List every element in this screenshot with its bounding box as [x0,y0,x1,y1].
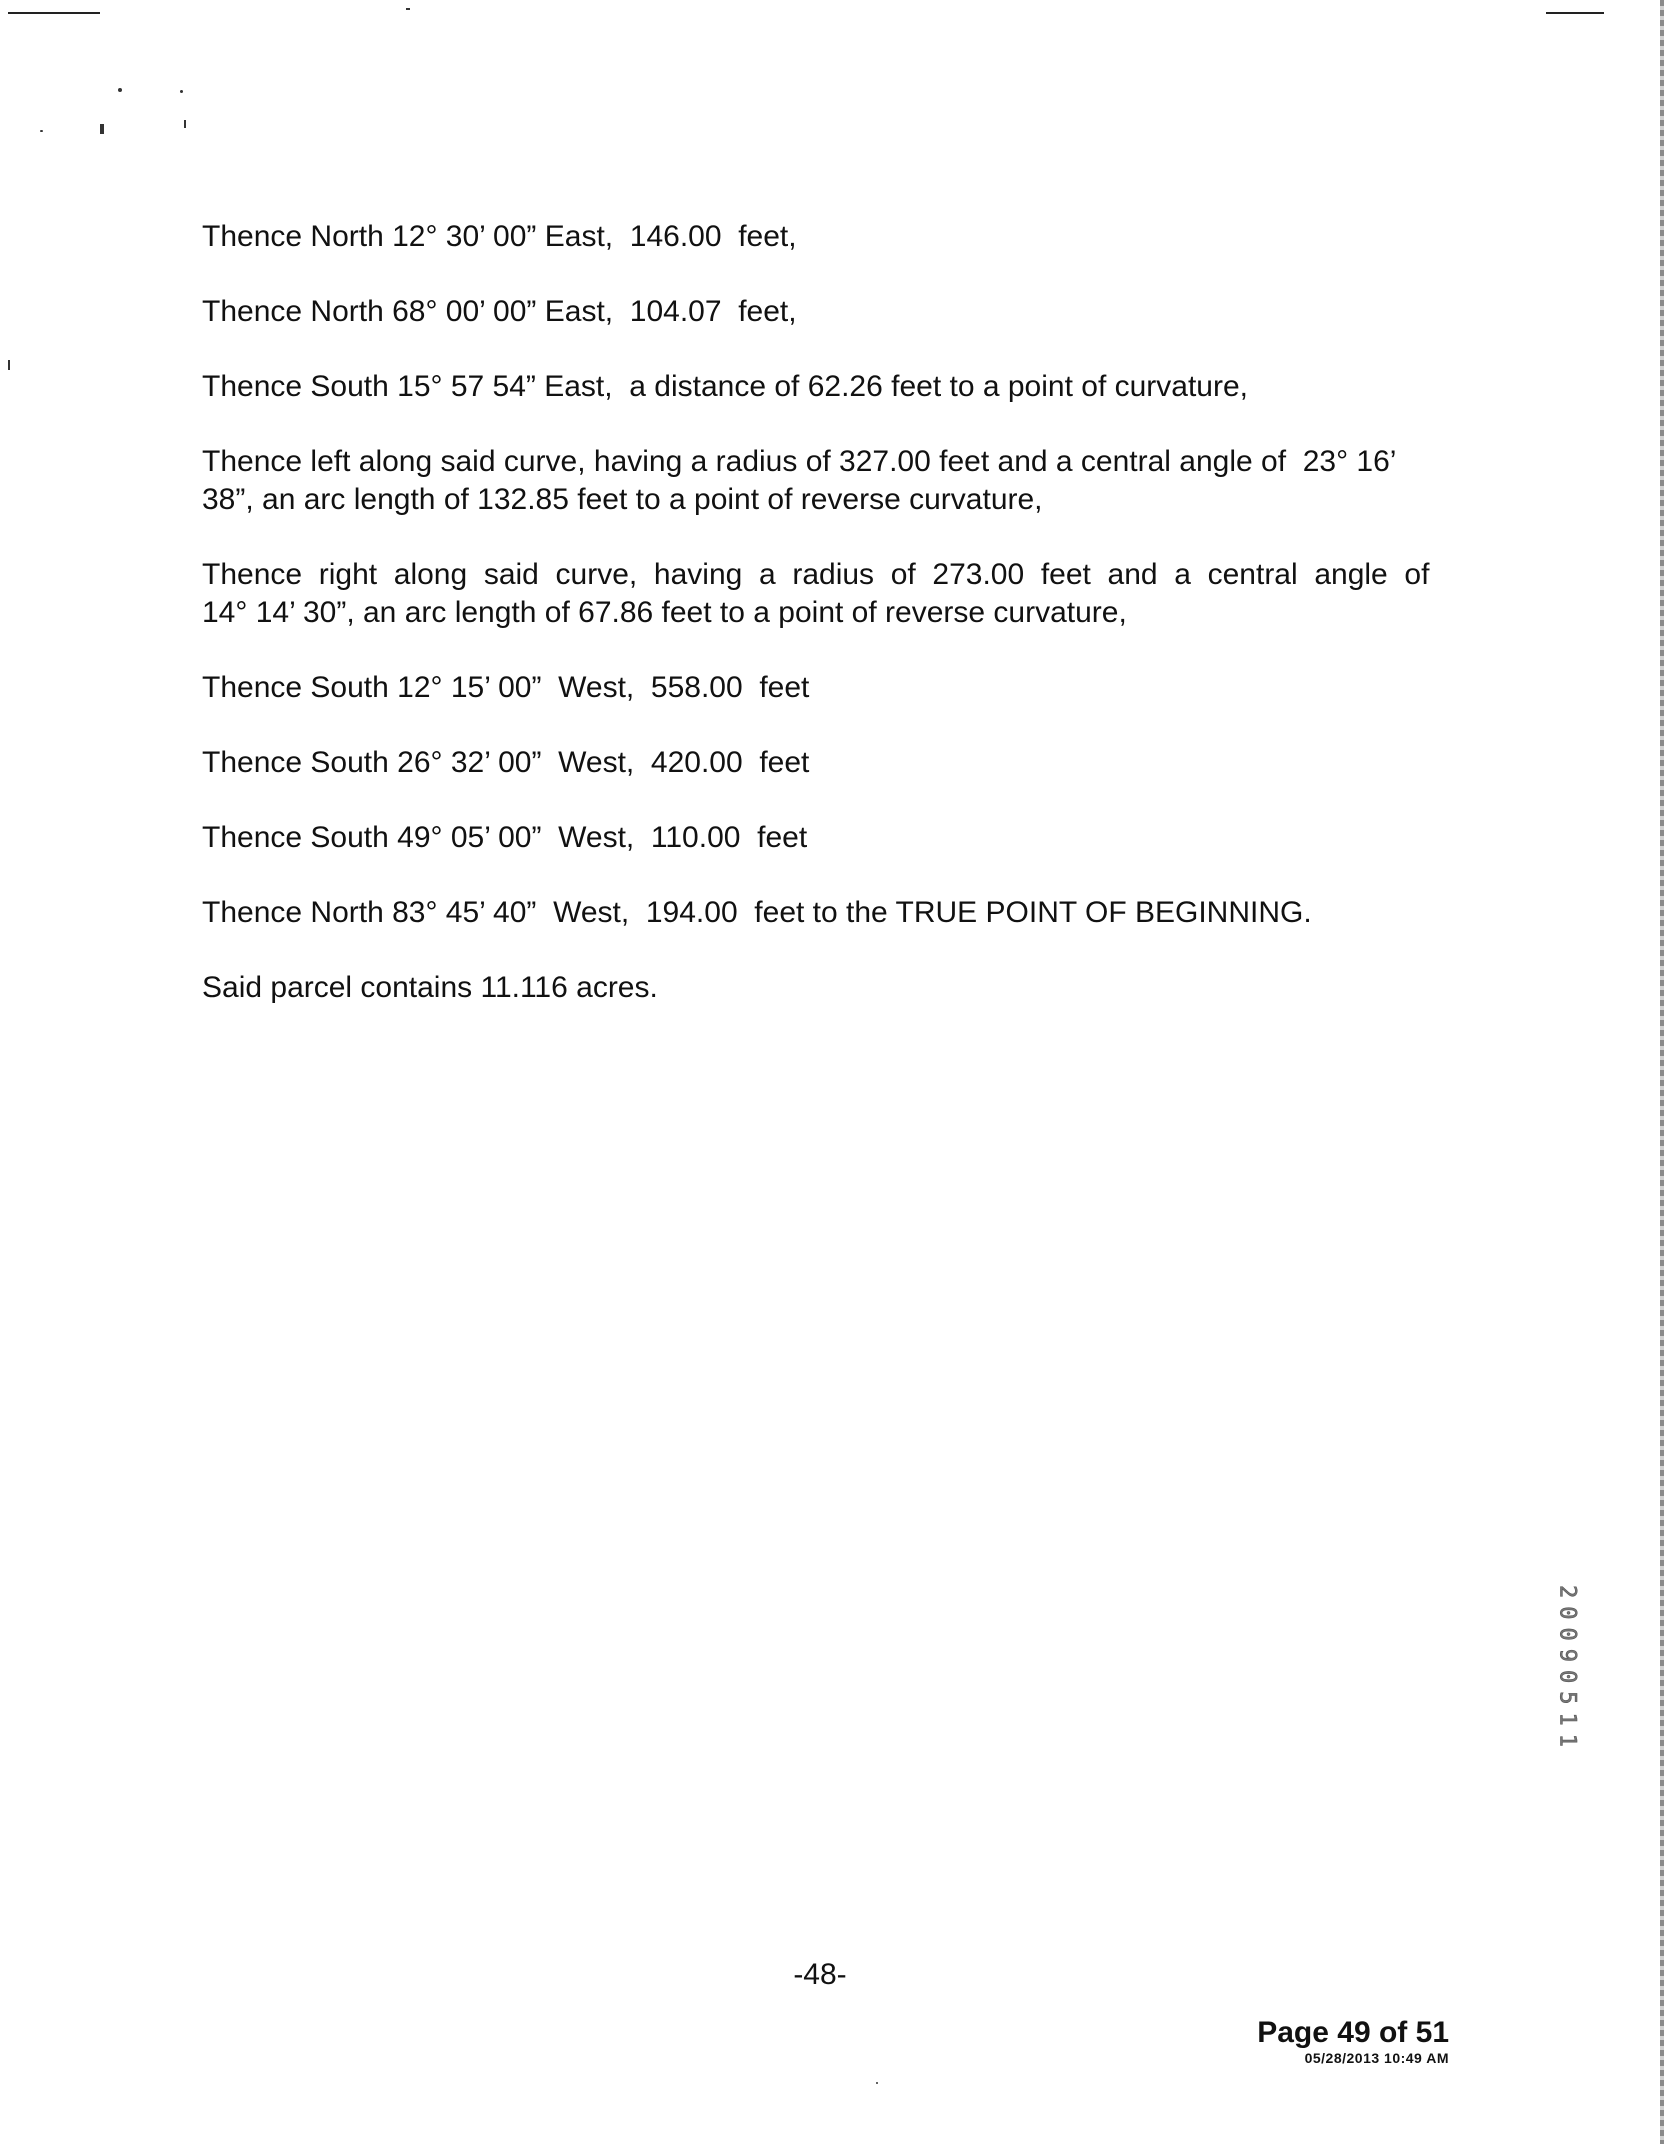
description-line: Thence North 68° 00’ 00” East, 104.07 feet, [202,295,797,328]
scan-speck [100,124,104,134]
description-line: Thence South 12° 15’ 00” West, 558.00 feet [202,671,810,704]
description-line: Thence right along said curve, having a radius of 273.00 feet and a central angle of 14° 14’ 30”, an arc length of 67.86 feet to a point of reverse curvature, [202,558,1438,629]
description-line: Thence South 15° 57 54” East, a distance of 62.26 feet to a point of curvature, [202,370,1249,403]
page-count: Page 49 of 51 [1257,2016,1449,2049]
description-line: Thence left along said curve, having a radius of 327.00 feet and a central angle of 23° 16’ 38”, an arc length of 132.85 feet to a point of reverse curvature, [202,445,1404,516]
scan-speck [118,88,122,92]
top-center-mark [406,8,410,10]
top-left-rule [8,12,100,14]
description-line: Thence South 49° 05’ 00” West, 110.00 feet [202,821,808,854]
scan-speck [876,2082,878,2084]
description-line: Thence North 83° 45’ 40” West, 194.00 feet to the TRUE POINT OF BEGINNING. [202,896,1312,929]
top-right-rule [1546,12,1604,14]
acreage-statement: Said parcel contains 11.116 acres. [202,971,658,1004]
scan-edge [1660,0,1664,2144]
recording-number: 20090511 [1554,1585,1580,1755]
legal-description [202,218,1452,1044]
scan-speck [180,90,183,93]
scan-speck [40,130,43,132]
timestamp: 05/28/2013 10:49 AM [1304,2050,1449,2066]
scan-speck [184,120,186,128]
page-number: -48- [793,1958,847,1991]
page-footer [1257,2016,1449,2066]
description-line: Thence South 26° 32’ 00” West, 420.00 feet [202,746,810,779]
description-line: Thence North 12° 30’ 00” East, 146.00 feet, [202,220,797,253]
recording-stamp [1555,1505,1579,1835]
scan-speck [8,360,10,370]
